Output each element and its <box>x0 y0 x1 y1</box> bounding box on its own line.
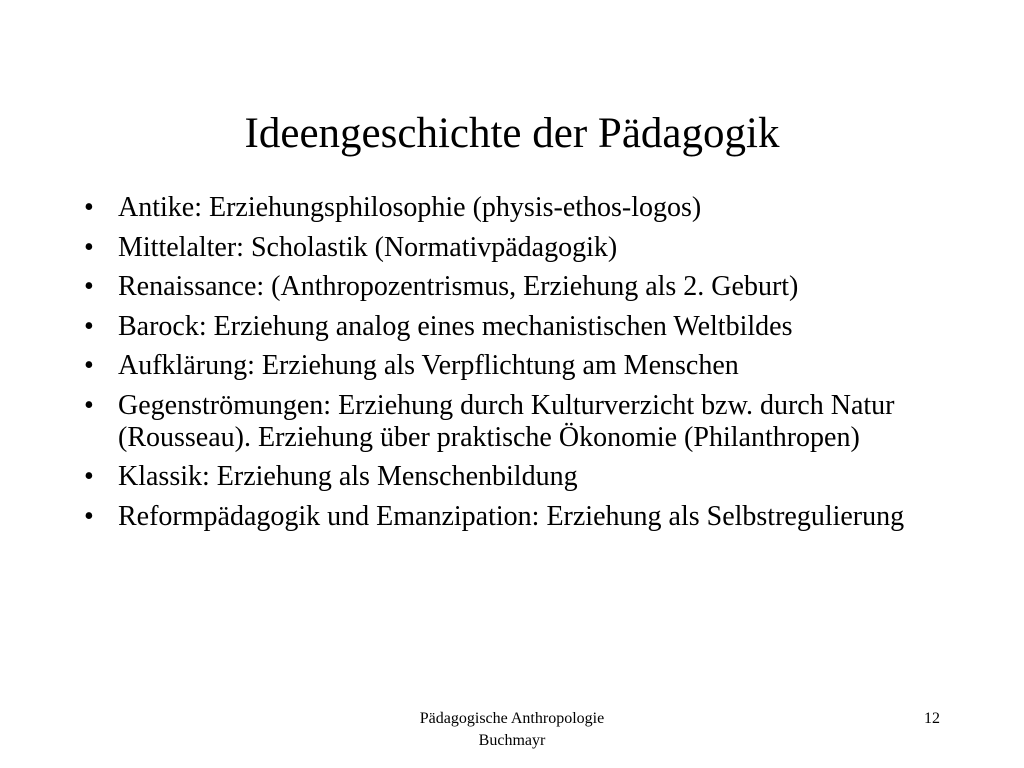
bullet-text: Antike: Erziehungsphilosophie (physis-ethos-logos) <box>118 192 702 223</box>
slide-footer <box>362 708 662 752</box>
bullet-text: Mittelalter: Scholastik (Normativpädagogik) <box>118 231 618 263</box>
bullet-list <box>84 192 944 540</box>
bullet-item <box>84 461 944 493</box>
bullet-text: Aufklärung: Erziehung als Verpflichtung am Menschen <box>118 350 739 381</box>
bullet-marker: • <box>84 461 94 492</box>
bullet-marker: • <box>84 192 94 223</box>
bullet-text: Renaissance: (Anthropozentrismus, Erziehung als 2. Geburt) <box>118 271 799 302</box>
bullet-item <box>84 311 944 343</box>
footer-author: Buchmayr <box>478 732 546 749</box>
slide-title: Ideengeschichte der Pädagogik <box>244 110 780 157</box>
bullet-item <box>84 192 944 224</box>
footer-course-title: Pädagogische Anthropologie <box>419 710 605 727</box>
bullet-marker: • <box>84 350 94 381</box>
bullet-marker: • <box>84 310 94 342</box>
bullet-item <box>84 271 944 303</box>
bullet-marker: • <box>84 271 94 302</box>
bullet-item <box>84 501 944 533</box>
bullet-text: Barock: Erziehung analog eines mechanistischen Weltbildes <box>118 310 793 342</box>
bullet-marker: • <box>84 231 94 263</box>
bullet-text: Klassik: Erziehung als Menschenbildung <box>118 461 578 492</box>
bullet-item <box>84 232 944 264</box>
bullet-text: Reformpädagogik und Emanzipation: Erziehung als Selbstregulierung <box>118 500 905 532</box>
bullet-text: Gegenströmungen: Erziehung durch Kulturverzicht bzw. durch Natur (Rousseau). Erziehung über praktische Ökonomie (Philanthropen) <box>118 389 895 453</box>
page-number: 12 <box>924 710 940 727</box>
bullet-marker: • <box>84 389 94 421</box>
bullet-item <box>84 350 944 382</box>
bullet-marker: • <box>84 500 94 532</box>
bullet-item <box>84 390 944 454</box>
